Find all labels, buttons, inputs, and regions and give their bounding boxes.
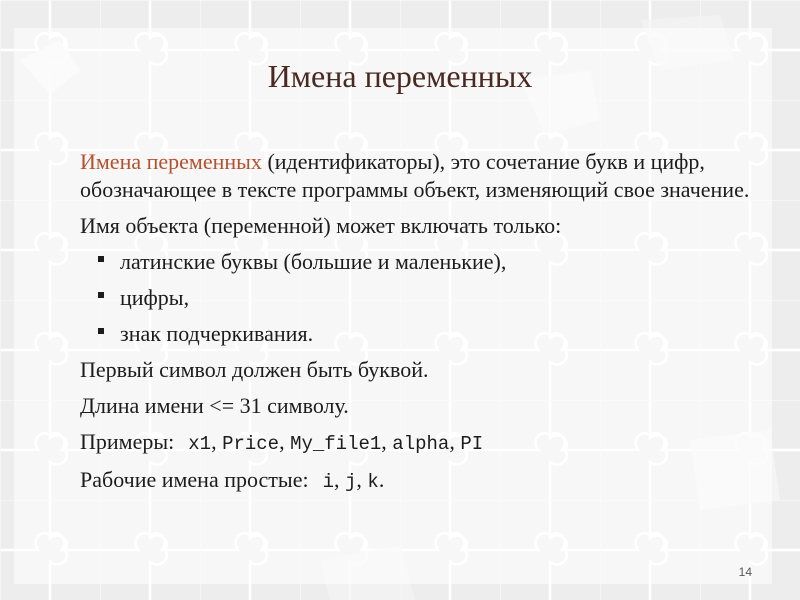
allowed-chars-list [48,248,768,348]
intro-paragraph [48,148,768,204]
list-item: цифры, [96,284,768,312]
example-name: My_file1 [290,433,382,455]
example-name: PI [460,433,484,455]
bullet-icon [98,256,104,262]
first-char-rule: Первый символ должен быть буквой. [80,357,429,382]
simple-names-label: Рабочие имена простые: [80,467,309,492]
simple-name: k [367,471,379,493]
examples-label: Примеры: [80,429,175,454]
slide-title: Имена переменных [267,58,533,94]
slide-content [48,148,768,504]
simple-name: j [345,471,357,493]
examples-line: Примеры: x1, Price, My_file1, alpha, PI [80,429,484,455]
list-item: знак подчеркивания. [96,320,768,348]
allowed-chars-rule: Имя объекта (переменной) может включать только: [80,213,562,238]
example-name: x1 [188,433,212,455]
length-rule: Длина имени <= 31 символу. [80,393,349,418]
simple-names-line: Рабочие имена простые: i, j, k. [80,467,385,493]
example-name: alpha [392,433,450,455]
list-item: латинские буквы (большие и маленькие), [96,248,768,276]
intro-highlight: Имена переменных [80,149,262,174]
simple-name: i [322,471,334,493]
intro-text: (идентификаторы), это сочетание букв и цифр, обозначающее в тексте программы объект, изменяющий свое значение. [80,149,750,202]
bullet-icon [98,328,104,334]
example-name: Price [222,433,280,455]
bullet-icon [98,292,104,298]
slide-number: 14 [738,565,752,579]
